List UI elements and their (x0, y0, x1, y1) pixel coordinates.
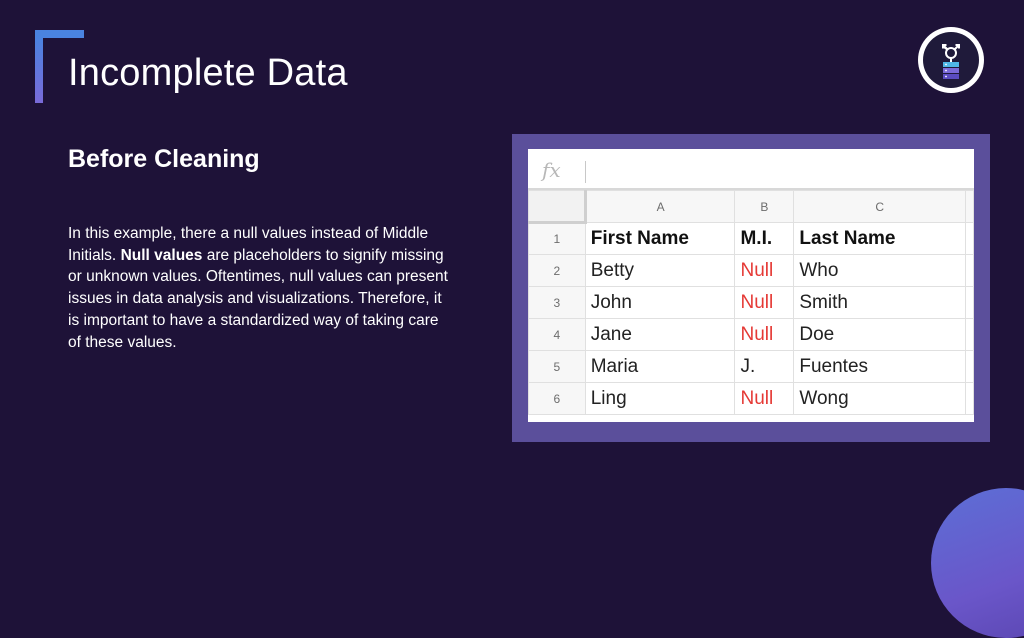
cell-middle-initial: Null (735, 255, 794, 287)
row-number: 1 (529, 223, 586, 255)
cell-first-name: Jane (585, 319, 735, 351)
cell-first-name: First Name (585, 223, 735, 255)
cell-last-name: Wong (794, 383, 966, 415)
cell-first-name: Betty (585, 255, 735, 287)
decorative-circle (931, 488, 1024, 638)
cell-first-name: Maria (585, 351, 735, 383)
table-row (529, 351, 974, 383)
cell-last-name: Last Name (794, 223, 966, 255)
column-header-c: C (794, 191, 966, 223)
column-header-extra (966, 191, 974, 223)
cell-last-name: Who (794, 255, 966, 287)
body-paragraph (68, 223, 448, 353)
cell-empty (966, 383, 974, 415)
transgender-symbol-badge-icon (923, 32, 979, 88)
cell-empty (966, 319, 974, 351)
cell-empty (966, 255, 974, 287)
cell-middle-initial: Null (735, 383, 794, 415)
row-number: 2 (529, 255, 586, 287)
body-text-part-2: are placeholders to signify missing or unknown values. Oftentimes, null values can present issues in data analysis and visualizations. Therefore, it is important to have a standardized way of taking care of these values. (68, 246, 448, 351)
cell-middle-initial: Null (735, 287, 794, 319)
column-header-b: B (735, 191, 794, 223)
cell-empty (966, 351, 974, 383)
cell-middle-initial: Null (735, 319, 794, 351)
formula-bar-divider (585, 161, 586, 183)
table-row (529, 319, 974, 351)
cell-first-name: Ling (585, 383, 735, 415)
table-row (529, 223, 974, 255)
cell-middle-initial: M.I. (735, 223, 794, 255)
formula-bar (528, 149, 974, 190)
formula-fx-label: fx (542, 158, 561, 182)
cell-first-name: John (585, 287, 735, 319)
row-number: 6 (529, 383, 586, 415)
column-header-a: A (585, 191, 735, 223)
body-text-bold: Null values (120, 246, 203, 264)
cell-empty (966, 287, 974, 319)
slide-title: Incomplete Data (68, 52, 348, 94)
cell-middle-initial: J. (735, 351, 794, 383)
section-subtitle: Before Cleaning (68, 145, 260, 173)
cell-last-name: Doe (794, 319, 966, 351)
body-text-part-1: In this example, there a null values instead of Middle Initials. (68, 225, 429, 264)
spreadsheet (528, 149, 974, 422)
table-row (529, 287, 974, 319)
spreadsheet-image-frame (512, 134, 990, 442)
cell-empty (966, 223, 974, 255)
row-number: 4 (529, 319, 586, 351)
row-number: 5 (529, 351, 586, 383)
cell-last-name: Fuentes (794, 351, 966, 383)
cell-last-name: Smith (794, 287, 966, 319)
spreadsheet-grid (528, 190, 974, 415)
row-number: 3 (529, 287, 586, 319)
table-row (529, 383, 974, 415)
logo-badge (918, 27, 984, 93)
table-row (529, 255, 974, 287)
grid-corner (529, 191, 586, 223)
